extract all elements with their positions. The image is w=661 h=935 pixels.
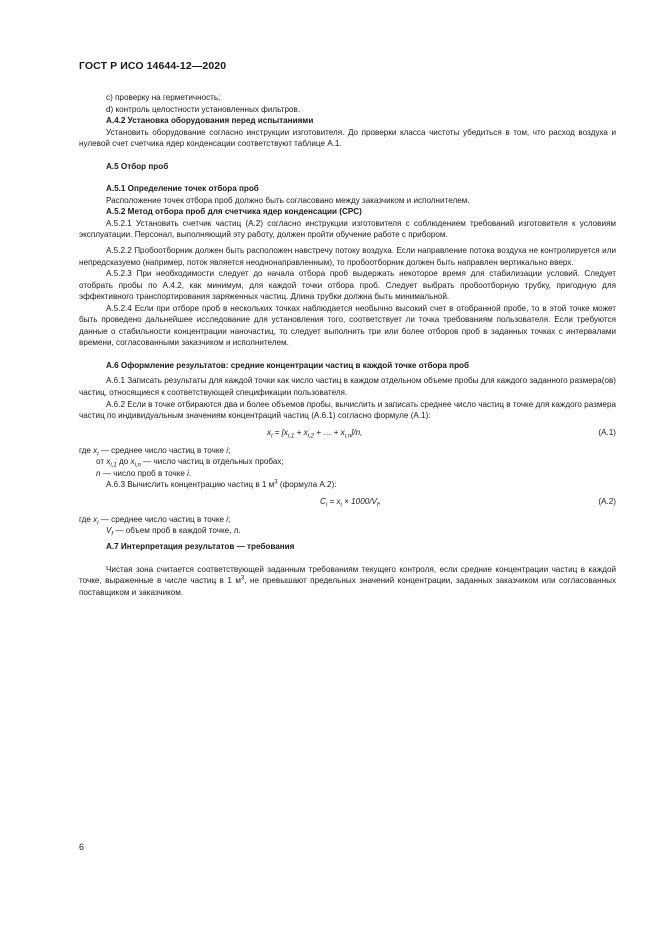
paragraph-a522: А.5.2.2 Пробоотборник должен быть расположен навстречу потоку воздуха. Если направление потока воздуха не контролируется или непредсказуемо (например, поток является неоднонаправленным), то пробоотборник должен быть направлен вертикально вверх. [79, 246, 616, 267]
heading-a5: А.5 Отбор проб [106, 161, 169, 171]
paragraph-a51: Расположение точек отбора проб должно быть согласовано между заказчиком и исполнителем. [106, 195, 470, 205]
heading-a7: А.7 Интерпретация результатов — требования [106, 541, 295, 551]
paragraph-a63: А.6.3 Вычислить концентрацию частиц в 1 $м^3$ (формула А.2): [106, 479, 337, 490]
where-line-2: от $x_{i,1}$ до $x_{i,n}$ — число частиц в отдельных пробах; [96, 457, 284, 469]
paragraph-a62: А.6.2 Если в точке отбираются два и более объемов пробы, вычислить и записать среднее число частиц в точке для каждого размера частиц по индивидуальным значениям концентраций частиц (А.6.1) согласно формуле (А.1): [79, 399, 616, 421]
heading-a42: А.4.2 Установка оборудования перед испытаниями [106, 116, 314, 126]
formula-a2 [79, 496, 616, 511]
list-item-d: d) контроль целостности установленных фильтров. [106, 104, 301, 114]
paragraph-a7: Чистая зона считается соответствующей заданным требованиям текущего контроля, если средние концентрации частиц в каждой точке, выраженные в числе частиц в 1 $м^3$, не превышают предельных значений концентрации, заданных заказчиком или согласованных поставщиком и заказчиком. [79, 564, 617, 597]
list-item-c: с) проверку на герметичность; [106, 93, 221, 102]
heading-a6: А.6 Оформление результатов: средние концентрации частиц в каждой точке отбора проб [106, 360, 470, 370]
document-header: ГОСТ Р ИСО 14644-12—2020 [79, 60, 227, 72]
where-line-4: где $x_i$ — среднее число частиц в точке i; [79, 514, 231, 527]
where-line-5: $V_f$ — объем проб в каждой точке, л. [106, 526, 241, 539]
paragraph-a523: А.5.2.3 При необходимости следует до начала отбора проб выдержать некоторое время для стабилизации условий. Следует отобрать пробы по А.4.2, как минимум, для каждой точки отбора проб. Следует выбрать пробоотборную трубку, пригодную для эффективного транспортирования заряженных частиц. Длина трубки должна быть минимальной. [79, 269, 616, 302]
paragraph-a524: А.5.2.4 Если при отборе проб в нескольких точках наблюдается необычно высокий счет в отобранной пробе, то в этой точке может быть проведено дальнейшее исследование для установления того, соответствует ли точка требованиям пользователя. Если требуются данные о стабильности концентрации наночастиц, то следует выполнить три или более отборов проб в заданных точках с интервалами времени, согласованными заказчиком и исполнителем. [79, 303, 616, 348]
formula-a1-expression: $x_i = [x_{i,1} + x_{i,2}$ + … + $x_{i,n}]/n$, [267, 427, 363, 440]
paragraph-a61: А.6.1 Записать результаты для каждой точки как число частиц в каждом отдельном объеме пробы для каждого заданного размера(ов) частиц, относящиеся к соответствующей спецификации пользователя. [79, 376, 616, 398]
formula-a2-number: (А.2) [598, 496, 616, 506]
formula-a1-number: (А.1) [598, 427, 616, 437]
heading-a51: А.5.1 Определение точек отбора проб [106, 184, 259, 194]
where-line-1: где $x_i$ — среднее число частиц в точке i; [79, 445, 231, 458]
formula-a2-expression: $C_i = x_i \times 1000/V_f$, [320, 496, 381, 509]
formula-a1 [79, 427, 616, 442]
paragraph-a42: Установить оборудование согласно инструкции изготовителя. До проверки класса чистоты убедиться в том, что расход воздуха и нулевой счет счетчика ядер конденсации соответствуют таблице А.1. [79, 127, 616, 149]
page-number: 6 [79, 842, 85, 852]
document-body [79, 92, 616, 598]
where-line-3: n — число проб в точке i. [96, 468, 192, 478]
paragraph-a521: А.5.2.1 Установить счетчик частиц (А.2) согласно инструкции изготовителя с соблюдением требований изготовителя к условиям эксплуатации. Персонал, выполняющий эту работу, должен пройти обучение работе с прибором. [79, 218, 616, 240]
heading-a52: А.5.2 Метод отбора проб для счетчика ядер конденсации (CPC) [106, 207, 362, 217]
